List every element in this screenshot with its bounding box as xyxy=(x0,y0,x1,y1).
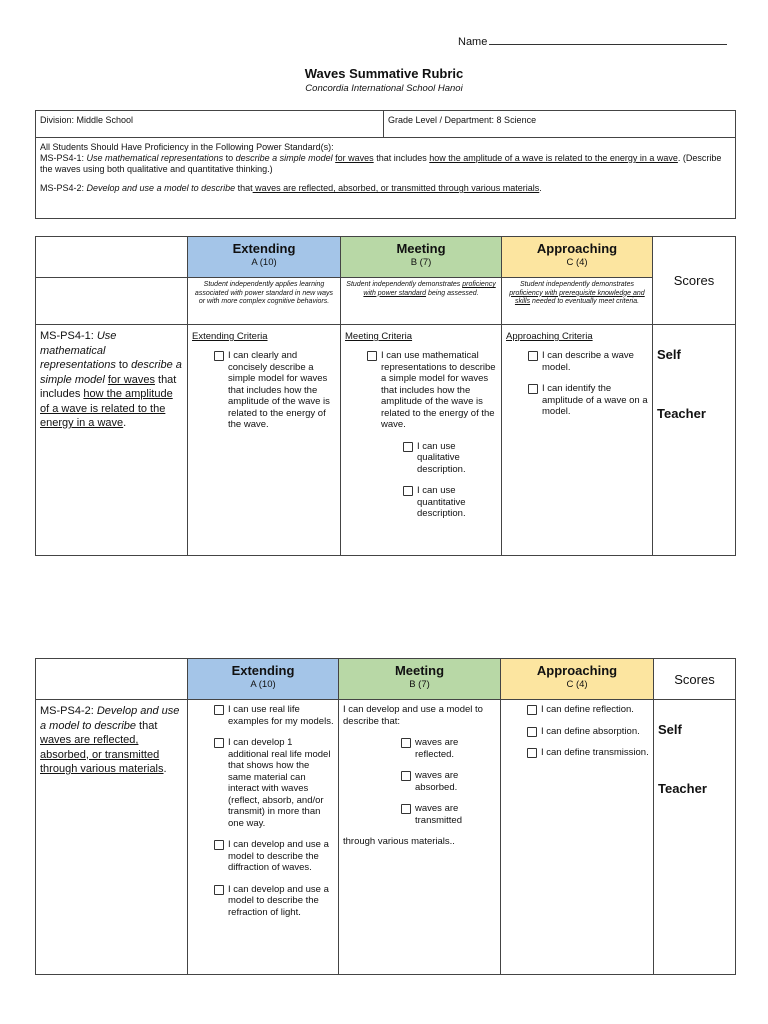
header-empty-cell xyxy=(36,237,188,278)
document-title: Waves Summative Rubric xyxy=(304,66,464,81)
header-meeting: Meeting B (7) xyxy=(339,659,501,700)
meeting-criteria-cell xyxy=(339,700,501,975)
checkbox[interactable] xyxy=(527,705,537,715)
scores-cell[interactable] xyxy=(654,700,736,975)
rubric-table-ms-ps4-1 xyxy=(35,236,736,556)
criterion-item: I can define absorption. xyxy=(523,726,649,738)
division-cell: Division: Middle School xyxy=(36,111,384,138)
criterion-item: I can use mathematical representations to describe a simple model for waves that includes how the amplitude of the wave is related to the energy of the wave. xyxy=(363,350,497,431)
approaching-criteria-heading: Approaching Criteria xyxy=(506,331,593,342)
checkbox[interactable] xyxy=(403,442,413,452)
approaching-criteria-cell xyxy=(501,700,654,975)
name-field[interactable] xyxy=(458,34,727,48)
criterion-item: waves are absorbed. xyxy=(397,770,496,793)
criterion-item: waves are reflected. xyxy=(397,737,496,760)
header-scores: Scores xyxy=(654,659,736,700)
criterion-item: I can define transmission. xyxy=(523,747,649,759)
criterion-item: I can use real life examples for my models. xyxy=(210,704,334,727)
self-score-label: Self xyxy=(657,347,681,362)
criterion-item: I can develop and use a model to describe the diffraction of waves. xyxy=(210,839,334,874)
rubric-table-ms-ps4-2 xyxy=(35,658,736,975)
extending-criteria-cell xyxy=(188,700,339,975)
header-empty-cell xyxy=(36,659,188,700)
meeting-intro: I can develop and use a model to describe that: xyxy=(343,704,483,727)
scores-cell[interactable] xyxy=(653,325,736,556)
teacher-score-label: Teacher xyxy=(658,781,707,796)
descriptor-approaching: Student independently demonstrates proficiency with prerequisite knowledge and skills needed to eventually meet criteria. xyxy=(502,278,653,325)
criterion-item: I can develop and use a model to describe the refraction of light. xyxy=(210,884,334,919)
self-score-label: Self xyxy=(658,722,682,737)
name-label: Name xyxy=(458,36,488,48)
checkbox[interactable] xyxy=(214,840,224,850)
descriptor-meeting: Student independently demonstrates proficiency with power standard being assessed. xyxy=(341,278,502,325)
grade-level-cell: Grade Level / Department: 8 Science xyxy=(384,111,736,138)
standard-ms-ps4-2: MS-PS4-2: Develop and use a model to describe that waves are reflected, absorbed, or transmitted through various materials. xyxy=(40,183,542,193)
header-extending: Extending A (10) xyxy=(188,659,339,700)
checkbox[interactable] xyxy=(403,486,413,496)
criterion-item: I can develop 1 additional real life model that shows how the same material can interact with waves (reflect, absorb, and/or transmit) in more than one way. xyxy=(210,737,334,829)
descriptor-empty-cell xyxy=(36,278,188,325)
standard-cell-ms-ps4-2: MS-PS4-2: Develop and use a model to describe that waves are reflected, absorbed, or transmitted through various materials. xyxy=(36,700,188,975)
extending-criteria-cell xyxy=(188,325,341,556)
checkbox[interactable] xyxy=(528,384,538,394)
checkbox[interactable] xyxy=(401,771,411,781)
header-scores: Scores xyxy=(653,237,736,325)
criterion-item: I can identify the amplitude of a wave on a model. xyxy=(524,383,648,418)
criterion-item: I can define reflection. xyxy=(523,704,649,716)
checkbox[interactable] xyxy=(214,705,224,715)
checkbox[interactable] xyxy=(367,351,377,361)
approaching-criteria-cell xyxy=(502,325,653,556)
header-extending: Extending A (10) xyxy=(188,237,341,278)
checkbox[interactable] xyxy=(401,804,411,814)
checkbox[interactable] xyxy=(214,885,224,895)
checkbox[interactable] xyxy=(527,727,537,737)
checkbox[interactable] xyxy=(528,351,538,361)
extending-criteria-heading: Extending Criteria xyxy=(192,331,268,342)
standard-ms-ps4-1: MS-PS4-1: Use mathematical representations to describe a simple model for waves that includes how the amplitude of a wave is related to the energy in a wave. (Describe the waves using both qualitative and quantitative thinking.) xyxy=(40,153,722,174)
criterion-item: I can clearly and concisely describe a simple model for waves that includes how the amplitude of the wave is related to the energy of the wave. xyxy=(210,350,336,431)
document-subtitle: Concordia International School Hanoi xyxy=(305,83,463,94)
info-table xyxy=(35,110,736,219)
checkbox[interactable] xyxy=(401,738,411,748)
criterion-item: I can use quantitative description. xyxy=(399,485,497,520)
header-approaching: Approaching C (4) xyxy=(502,237,653,278)
meeting-outro: through various materials.. xyxy=(343,836,455,847)
checkbox[interactable] xyxy=(527,748,537,758)
criterion-item: waves are transmitted xyxy=(397,803,496,826)
meeting-criteria-cell xyxy=(341,325,502,556)
header-approaching: Approaching C (4) xyxy=(501,659,654,700)
power-standards-cell xyxy=(36,138,736,219)
standards-intro: All Students Should Have Proficiency in the Following Power Standard(s): xyxy=(40,142,334,152)
teacher-score-label: Teacher xyxy=(657,406,706,421)
standard-cell-ms-ps4-1: MS-PS4-1: Use mathematical representations to describe a simple model for waves that includes how the amplitude of a wave is related to the energy in a wave. xyxy=(36,325,188,556)
name-blank-line[interactable] xyxy=(489,34,727,45)
criterion-item: I can use qualitative description. xyxy=(399,441,497,476)
meeting-criteria-heading: Meeting Criteria xyxy=(345,331,413,342)
header-meeting: Meeting B (7) xyxy=(341,237,502,278)
descriptor-extending: Student independently applies learning associated with power standard in new ways or with more complex cognitive behaviors. xyxy=(188,278,341,325)
checkbox[interactable] xyxy=(214,351,224,361)
criterion-item: I can describe a wave model. xyxy=(524,350,648,373)
checkbox[interactable] xyxy=(214,738,224,748)
